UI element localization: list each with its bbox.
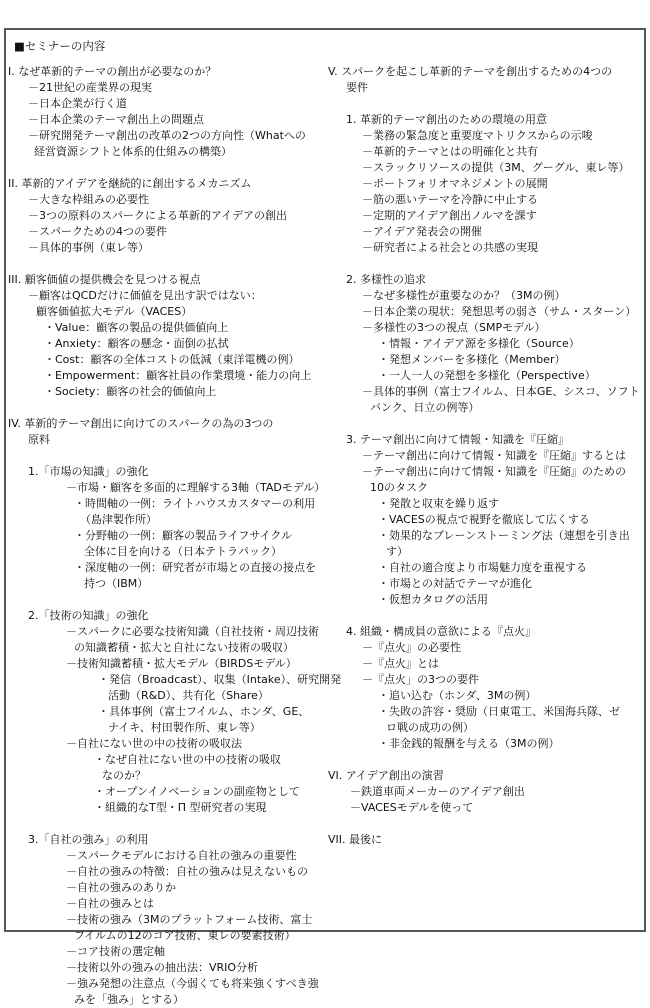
outline-line: －日本企業が行く道 <box>28 97 127 110</box>
outline-line: －自社の強みの特徴：自社の強みは見えないもの <box>66 865 308 878</box>
spacer <box>328 752 640 768</box>
outline-line: ・分野軸の一例：顧客の製品ライフサイクル <box>74 529 293 542</box>
outline-line: バンク、日立の例等） <box>370 401 480 414</box>
outline-line: ・深度軸の一例：研究者が市場との直接の接点を <box>74 561 316 574</box>
outline-line: II. 革新的アイデアを継続的に創出するメカニズム <box>8 177 252 190</box>
outline-line: ・失敗の許容・奨励（日東電工、米国海兵隊、ゼ <box>378 705 620 718</box>
outline-line: ・自社の適合度より市場魅力度を重視する <box>378 561 587 574</box>
outline-line: す） <box>386 545 408 558</box>
outline-line: ・追い込む（ホンダ、3Mの例） <box>378 689 537 702</box>
outline-line: ・Anxiety：顧客の懸念・面倒の払拭 <box>44 337 229 350</box>
outline-line: －スパークモデルにおける自社の強みの重要性 <box>66 849 297 862</box>
outline-line: －市場・顧客を多面的に理解する3軸（TADモデル） <box>66 481 326 494</box>
outline-line: V. スパークを起こし革新的テーマを創出するための4つの <box>328 65 613 78</box>
outline-line: ・発想メンバーを多様化（Member） <box>378 353 566 366</box>
outline-line: 4. 組織・構成員の意欲による『点火』 <box>346 625 536 638</box>
outline-line: 1.「市場の知識」の強化 <box>28 465 149 478</box>
spacer <box>328 256 640 272</box>
outline-line: －スラックリソースの提供（3M、グーグル、東レ等） <box>362 161 630 174</box>
outline-line: 1. 革新的テーマ創出のための環境の用意 <box>346 113 547 126</box>
outline-line: －スパークに必要な技術知識（自社技術・周辺技術 <box>66 625 319 638</box>
outline-line: 原料 <box>28 433 50 446</box>
outline-line: ナイキ、村田製作所、東レ等） <box>108 721 261 734</box>
outline-line: －VACESモデルを使って <box>350 801 474 814</box>
spacer <box>328 96 640 112</box>
outline-line: ・オープンイノベーションの副産物として <box>94 785 300 798</box>
outline-line: IV. 革新的テーマ創出に向けてのスパークの為の3つの <box>8 417 274 430</box>
outline-line: ・Cost：顧客の全体コストの低減（東洋電機の例） <box>44 353 300 366</box>
outline-line: ・Society：顧客の社会的価値向上 <box>44 385 217 398</box>
outline-line: －アイデア発表会の開催 <box>362 225 483 238</box>
outline-line: －日本企業のテーマ創出上の問題点 <box>28 113 204 126</box>
outline-line: III. 顧客価値の提供機会を見つける視点 <box>8 273 201 286</box>
outline-line: ・Value：顧客の製品の提供価値向上 <box>44 321 229 334</box>
outline-line: ・一人一人の発想を多様化（Perspective） <box>378 369 596 382</box>
outline-line: I. なぜ革新的テーマの創出が必要なのか？ <box>8 65 217 78</box>
outline-line: －コア技術の選定軸 <box>66 945 165 958</box>
outline-line: －スパークための4つの要件 <box>28 225 167 238</box>
outline-line: －技術知識蓄積・拡大モデル（BIRDSモデル） <box>66 657 297 670</box>
outline-line: －具体的事例（東レ等） <box>28 241 149 254</box>
spacer <box>8 400 323 416</box>
left-column <box>8 64 342 1008</box>
outline-line: －研究開発テーマ創出の改革の2つの方向性（Whatへの <box>28 129 306 142</box>
outline-line: －技術以外の強みの抽出法：VRIO分析 <box>66 961 259 974</box>
spacer <box>328 416 640 432</box>
outline-line: －革新的テーマとはの明確化と共有 <box>362 145 538 158</box>
outline-line: ・効果的なブレーンストーミング法（連想を引き出 <box>378 529 630 542</box>
outline-line: －3つの原料のスパークによる革新的アイデアの創出 <box>28 209 288 222</box>
spacer <box>8 256 323 272</box>
outline-line: －日本企業の現状：発想思考の弱さ（サム・スターン） <box>362 305 637 318</box>
outline-line: 持つ（IBM） <box>84 577 149 590</box>
spacer <box>328 608 640 624</box>
outline-line: ・市場との対話でテーマが進化 <box>378 577 532 590</box>
outline-line: フイルムの12のコア技術、東レの要素技術） <box>74 929 296 942</box>
outline-line: ロ戦の成功の例） <box>386 721 474 734</box>
outline-line: －ポートフォリオマネジメントの展開 <box>362 177 548 190</box>
outline-line: －テーマ創出に向けて情報・知識を『圧縮』するとは <box>362 449 626 462</box>
outline-line: －研究者による社会との共感の実現 <box>362 241 538 254</box>
outline-line: ・発散と収束を繰り返す <box>378 497 499 510</box>
outline-line: －テーマ創出に向けて情報・知識を『圧縮』のための <box>362 465 626 478</box>
outline-line: 2. 多様性の追求 <box>346 273 426 286</box>
outline-line: （島津製作所） <box>80 513 157 526</box>
outline-line: －自社の強みとは <box>66 897 154 910</box>
outline-line: －顧客はQCDだけに価値を見出す訳ではない： <box>28 289 262 302</box>
spacer <box>8 448 323 464</box>
spacer <box>8 816 323 832</box>
outline-line: VI. アイデア創出の演習 <box>328 769 444 782</box>
outline-line: ・具体事例（富士フイルム、ホンダ、GE、 <box>98 705 310 718</box>
outline-line: －業務の緊急度と重要度マトリクスからの示唆 <box>362 129 593 142</box>
outline-line: 10のタスク <box>370 481 428 494</box>
outline-line: －具体的事例（富士フイルム、日本GE、シスコ、ソフト <box>362 385 640 398</box>
outline-line: －技術の強み（3Mのプラットフォーム技術、富士 <box>66 913 313 926</box>
outline-line: ・非金銭的報酬を与える（3Mの例） <box>378 737 560 750</box>
outline-line: －多様性の3つの視点（SMPモデル） <box>362 321 546 334</box>
outline-line: VII. 最後に <box>328 833 383 846</box>
outline-line: －『点火」の3つの要件 <box>362 673 479 686</box>
outline-line: 顧客価値拡大モデル（VACES） <box>36 305 193 318</box>
outline-line: －『点火』とは <box>362 657 439 670</box>
right-column <box>328 64 640 848</box>
outline-line: 要件 <box>346 81 368 94</box>
outline-line: ・情報・アイデア源を多様化（Source） <box>378 337 580 350</box>
page-title: ■セミナーの内容 <box>14 39 106 53</box>
outline-line: ・VACESの視点で視野を徹底して広くする <box>378 513 590 526</box>
outline-line: －定期的アイデア創出ノルマを課す <box>362 209 537 222</box>
outline-line: ・時間軸の一例：ライトハウスカスタマーの利用 <box>74 497 316 510</box>
outline-line: －鉄道車両メーカーのアイデア創出 <box>350 785 525 798</box>
outline-line: －『点火』の必要性 <box>362 641 461 654</box>
outline-line: ・仮想カタログの活用 <box>378 593 488 606</box>
outline-line: －なぜ多様性が重要なのか？（3Mの例） <box>362 289 566 302</box>
outline-line: －21世紀の産業界の現実 <box>28 81 152 94</box>
outline-line: －筋の悪いテーマを冷静に中止する <box>362 193 538 206</box>
outline-line: －自社の強みのありか <box>66 881 176 894</box>
outline-line: 経営資源シフトと体系的仕組みの構築） <box>34 145 232 158</box>
spacer <box>8 592 323 608</box>
outline-line: 2.「技術の知識」の強化 <box>28 609 149 622</box>
outline-line: －自社にない世の中の技術の吸収法 <box>66 737 242 750</box>
outline-line: 全体に目を向ける（日本テトラパック） <box>84 545 282 558</box>
outline-line: ・組織的なT型・Π 型研究者の実現 <box>94 801 267 814</box>
outline-line: －強み発想の注意点（今弱くても将来強くすべき強 <box>66 977 319 990</box>
outline-line: なのか？ <box>102 769 146 782</box>
outline-line: の知識蓄積・拡大と自社にない技術の吸収） <box>74 641 294 654</box>
outline-line: 3.「自社の強み」の利用 <box>28 833 149 846</box>
outline-line: －大きな枠組みの必要性 <box>28 193 149 206</box>
outline-line: みを「強み」とする） <box>74 993 184 1006</box>
spacer <box>8 160 323 176</box>
outline-line: 活動（R&D）、共有化（Share） <box>108 689 269 702</box>
outline-line: ・発信（Broadcast）、収集（Intake）、研究開発 <box>98 673 342 686</box>
outline-line: ・Empowerment：顧客社員の作業環境・能力の向上 <box>44 369 312 382</box>
outline-line: 3. テーマ創出に向けて情報・知識を『圧縮』 <box>346 433 569 446</box>
outline-line: ・なぜ自社にない世の中の技術の吸収 <box>94 753 281 766</box>
spacer <box>328 816 640 832</box>
